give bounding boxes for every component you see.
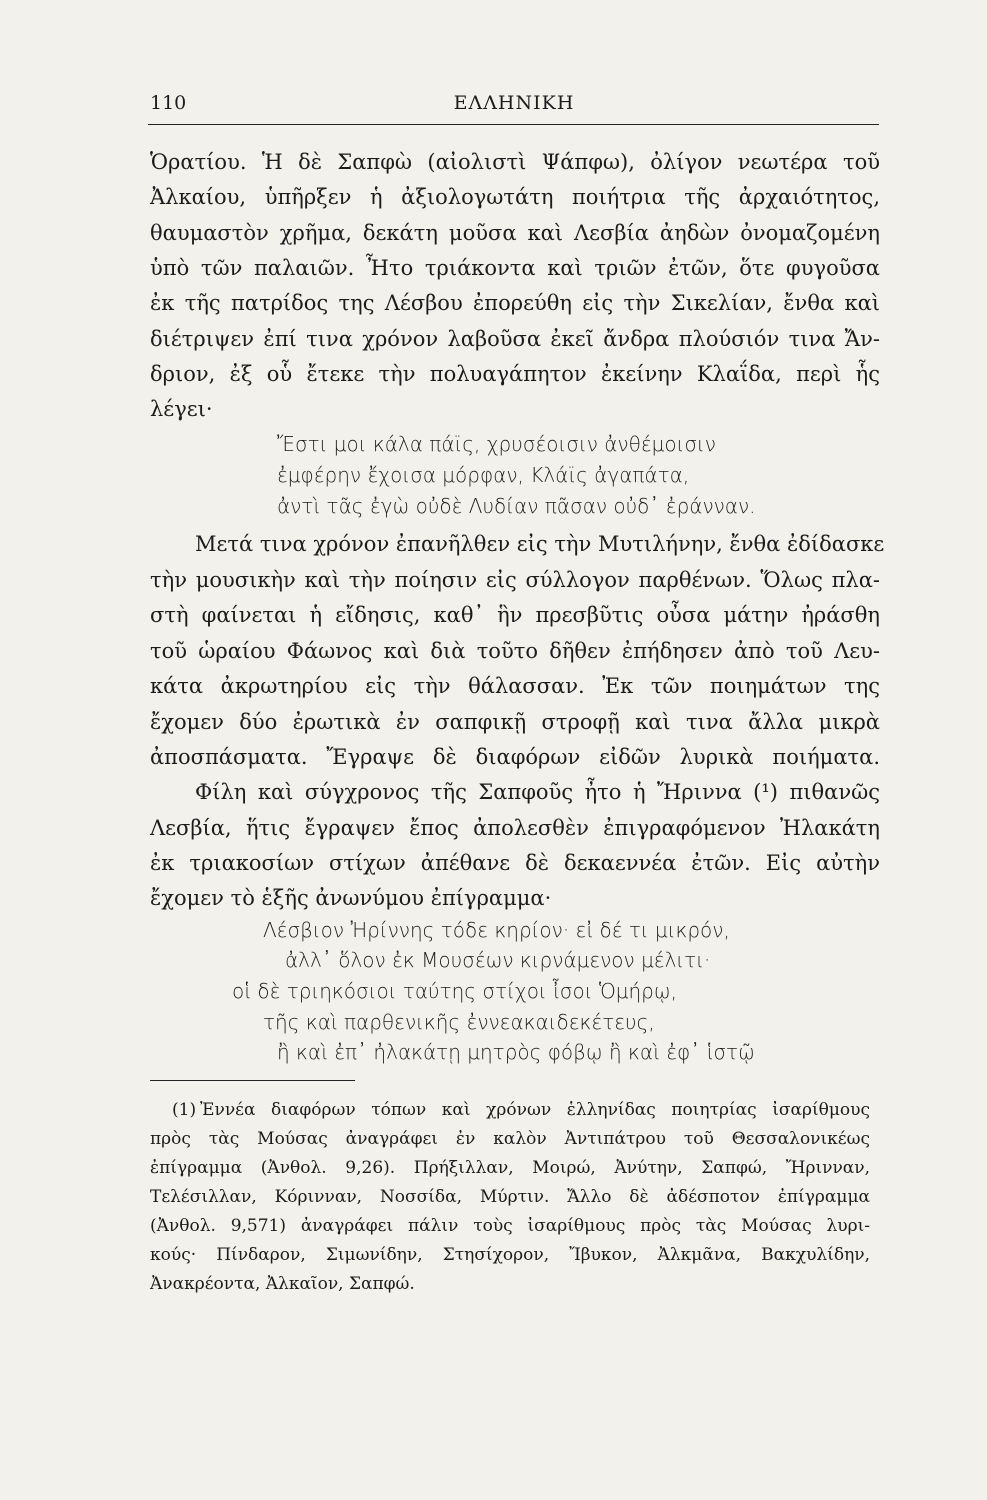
text-line: ὑπὸ τῶν παλαιῶν. Ἦτο τριάκοντα καὶ τριῶν ἐτῶν, ὅτε φυγοῦσα	[150, 256, 880, 280]
footnote-line: (Ἀνθολ. 9,571) ἀναγράφει πάλιν τοὺς ἰσαρίθμους πρὸς τὰς Μούσας λυρι-	[150, 1216, 870, 1236]
verse-line: ἀλλ᾽ ὅλον ἐκ Μουσέων κιρνάμενον μέλιτι·	[285, 948, 711, 972]
footnote-line: ἐπίγραμμα (Ἀνθολ. 9,26). Πρήξιλλαν, Μοιρώ, Ἀνύτην, Σαπφώ, Ἤρινναν,	[150, 1158, 870, 1178]
text-line: Ἀλκαίου, ὑπῆρξεν ἡ ἀξιολογωτάτη ποιήτρια τῆς ἀρχαιότητος,	[150, 185, 880, 209]
text-line: Φίλη καὶ σύγχρονος τῆς Σαπφοῦς ἦτο ἡ Ἤριννα (¹) πιθανῶς	[195, 780, 880, 804]
text-line: Λεσβία, ἥτις ἔγραψεν ἔπος ἀπολεσθὲν ἐπιγραφόμενον Ἠλακάτη	[150, 816, 880, 840]
footnote-line: Ἐννέα διαφόρων τόπων καὶ χρόνων ἑλληνίδας ποιητρίας ἰσαρίθμους	[200, 1100, 870, 1120]
text-line: Ὁρατίου. Ἡ δὲ Σαπφὼ (αἰολιστὶ Ψάπφω), ὀλίγον νεωτέρα τοῦ	[150, 150, 880, 174]
text-line: θαυμαστὸν χρῆμα, δεκάτη μοῦσα καὶ Λεσβία ἀηδὼν ὀνομαζομένη	[150, 221, 880, 245]
verse-line: οἱ δὲ τριηκόσιοι ταύτης στίχοι ἶσοι Ὁμήρῳ,	[232, 979, 677, 1003]
text-line: ἐκ τῆς πατρίδος της Λέσβου ἐπορεύθη εἰς τὴν Σικελίαν, ἔνθα καὶ	[150, 291, 880, 315]
footnote-line: πρὸς τὰς Μούσας ἀναγράφει ἐν καλὸν Ἀντιπάτρου τοῦ Θεσσαλονικέως	[150, 1129, 870, 1149]
text-line: διέτριψεν ἐπί τινα χρόνον λαβοῦσα ἐκεῖ ἄνδρα πλούσιόν τινα Ἄν-	[150, 327, 880, 351]
footnote-rule	[150, 1080, 355, 1081]
running-title: ΕΛΛΗΝΙΚΗ	[453, 92, 575, 114]
footnote-marker: (1)	[172, 1100, 197, 1120]
footnote-line: Τελέσιλλαν, Κόρινναν, Νοσσίδα, Μύρτιν. Ἄλλο δὲ ἀδέσποτον ἐπίγραμμα	[150, 1187, 870, 1207]
verse-line: ἢ καὶ ἐπ᾽ ἠλακάτῃ μητρὸς φόβῳ ἢ καὶ ἐφ᾽ ἱστῷ	[277, 1040, 755, 1064]
text-line: κάτα ἀκρωτηρίου εἰς τὴν θάλασσαν. Ἐκ τῶν ποιημάτων της	[150, 674, 880, 698]
text-line: Μετά τινα χρόνον ἐπανῆλθεν εἰς τὴν Μυτιλήνην, ἔνθα ἐδίδασκε	[195, 532, 885, 556]
verse-line: τῆς καὶ παρθενικῆς ἐννεακαιδεκέτευς,	[263, 1010, 655, 1034]
text-line: στὴ φαίνεται ἡ εἴδησις, καθ᾽ ἣν πρεσβῦτις οὖσα μάτην ἠράσθη	[150, 603, 880, 627]
verse-line: Λέσβιον Ἠρίννης τόδε κηρίον· εἰ δέ τι μικρόν,	[263, 918, 730, 942]
text-line: ἔχομεν τὸ ἑξῆς ἀνωνύμου ἐπίγραμμα·	[150, 886, 552, 910]
page-number: 110	[150, 92, 187, 114]
header-rule	[148, 124, 879, 125]
text-line: ἐκ τριακοσίων στίχων ἀπέθανε δὲ δεκαεννέα ἐτῶν. Εἰς αὐτὴν	[150, 851, 880, 875]
text-line: ἔχομεν δύο ἐρωτικὰ ἐν σαπφικῇ στροφῇ καὶ τινα ἄλλα μικρὰ	[150, 710, 880, 734]
footnote-line: Ἀνακρέοντα, Ἀλκαῖον, Σαπφώ.	[150, 1274, 415, 1294]
footnote-line: κούς· Πίνδαρον, Σιμωνίδην, Στησίχορον, Ἴβυκον, Ἀλκμᾶνα, Βακχυλίδην,	[150, 1245, 870, 1265]
text-line: δριον, ἐξ οὗ ἔτεκε τὴν πολυαγάπητον ἐκείνην Κλαΐδα, περὶ ἧς	[150, 362, 880, 386]
verse-line: ἐμφέρην ἔχοισα μόρφαν, Κλάϊς ἀγαπάτα,	[277, 463, 690, 487]
text-line: ἀποσπάσματα. Ἔγραψε δὲ διαφόρων εἰδῶν λυρικὰ ποιήματα.	[150, 745, 880, 769]
text-line: λέγει·	[150, 397, 213, 421]
verse-line: Ἔστι μοι κάλα πάϊς, χρυσέοισιν ἀνθέμοισιν	[277, 432, 716, 456]
text-line: τοῦ ὡραίου Φάωνος καὶ διὰ τοῦτο δῆθεν ἐπήδησεν ἀπὸ τοῦ Λευ-	[150, 639, 880, 663]
verse-line: ἀντὶ τᾶς ἐγὼ οὐδὲ Λυδίαν πᾶσαν οὐδ᾽ ἐράνναν.	[277, 494, 756, 518]
text-line: τὴν μουσικὴν καὶ τὴν ποίησιν εἰς σύλλογον παρθένων. Ὅλως πλα-	[150, 568, 880, 592]
page-header	[150, 92, 878, 122]
